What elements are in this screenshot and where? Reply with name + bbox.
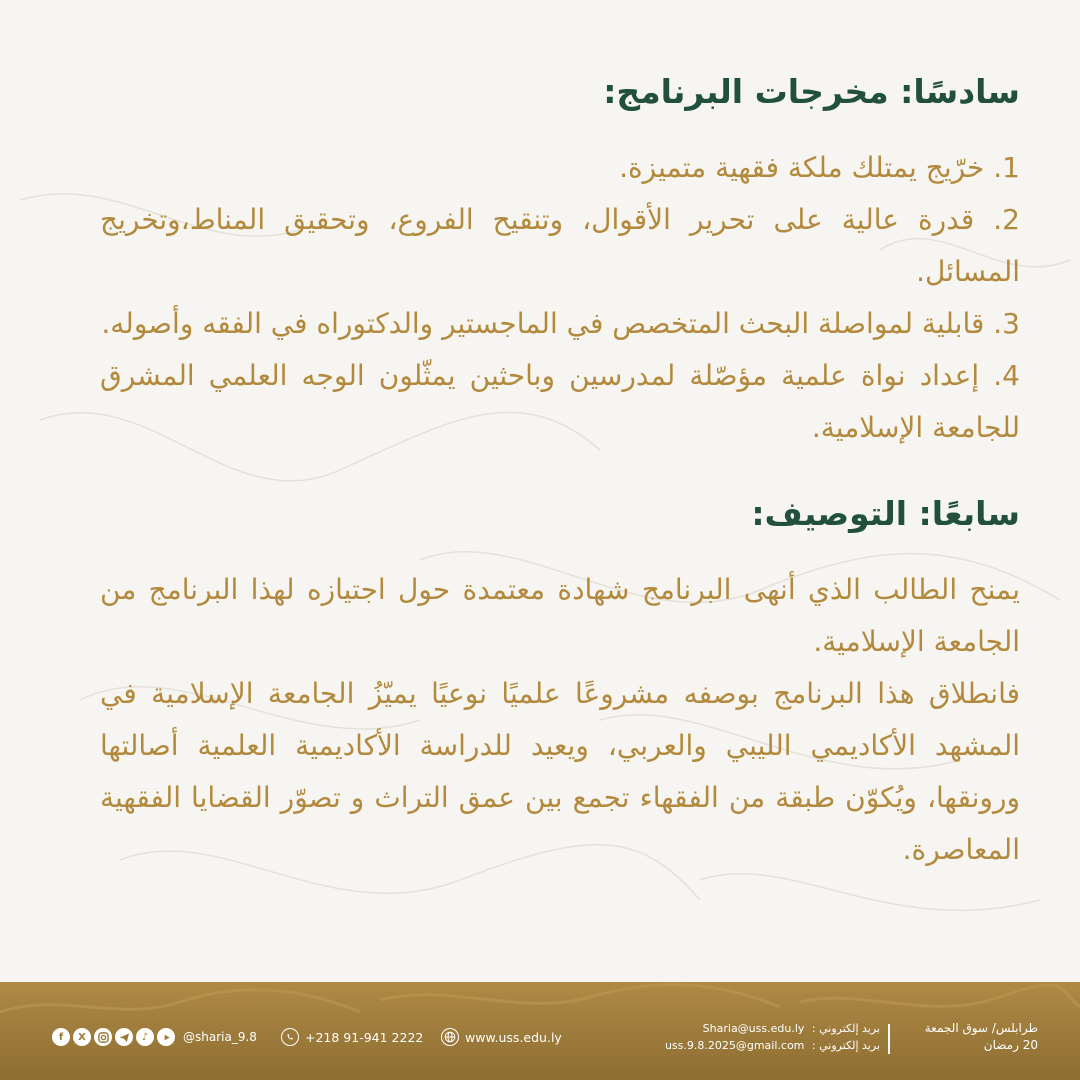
youtube-icon[interactable] xyxy=(157,1028,175,1046)
footer-bar xyxy=(0,982,1080,1080)
x-icon[interactable]: X xyxy=(73,1028,91,1046)
outcome-item: 3. قابلية لمواصلة البحث المتخصص في الماجستير والدكتوراه في الفقه وأصوله. xyxy=(101,307,1020,340)
date-text: 20 رمضان xyxy=(983,1038,1038,1052)
email-contacts xyxy=(640,1020,880,1054)
outcome-item: 4. إعداد نواة علمية مؤصّلة لمدرسين وباحثين يمثّلون الوجه العلمي المشرق للجامعة الإسلامية. xyxy=(100,359,1020,444)
footer-divider xyxy=(888,1024,890,1054)
location-text: طرابلس/ سوق الجمعة xyxy=(924,1021,1038,1035)
social-links xyxy=(52,1028,257,1046)
email-address: uss.9.8.2025@gmail.com xyxy=(664,1039,805,1052)
email-address: Sharia@uss.edu.ly xyxy=(702,1022,805,1035)
email-label: بريد إلكتروني : xyxy=(811,1022,880,1035)
email-row-1[interactable] xyxy=(640,1020,880,1037)
email-label: بريد إلكتروني : xyxy=(811,1039,880,1052)
main-content xyxy=(100,62,1020,876)
location-date xyxy=(900,1020,1038,1054)
social-handle[interactable]: @sharia_9.8 xyxy=(183,1030,257,1044)
email-row-2[interactable] xyxy=(640,1037,880,1054)
outcome-item: 1. خرّيج يمتلك ملكة فقهية متميزة. xyxy=(619,151,1020,184)
website-url: www.uss.edu.ly xyxy=(465,1029,562,1045)
facebook-icon[interactable]: f xyxy=(52,1028,70,1046)
phone-number: +218 91-941 2222 xyxy=(305,1029,424,1045)
description-paragraph: فانطلاق هذا البرنامج بوصفه مشروعًا علميًا نوعيًا يميّزُ الجامعة الإسلامية في المشهد الأكاديمي الليبي والعربي، ويعيد للدراسة الأكاديمية العلمية أصالتها ورونقها، ويُكوّن طبقة من الفقهاء تجمع بين عمق التراث و تصوّر القضايا الفقهية المعاصرة. xyxy=(100,677,1020,866)
description-paragraph: يمنح الطالب الذي أنهى البرنامج شهادة معتمدة حول اجتيازه لهذا البرنامج من الجامعة الإسلامية. xyxy=(100,573,1020,658)
tiktok-icon[interactable]: ♪ xyxy=(136,1028,154,1046)
outcome-item: 2. قدرة عالية على تحرير الأقوال، وتنقيح الفروع، وتحقيق المناط،وتخريج المسائل. xyxy=(100,203,1020,288)
website-contact[interactable] xyxy=(441,1028,562,1046)
phone-contact[interactable] xyxy=(281,1028,423,1046)
section-7-title: سابعًا: التوصيف: xyxy=(751,494,1020,533)
outcomes-list xyxy=(100,142,1020,454)
telegram-icon[interactable] xyxy=(115,1028,133,1046)
instagram-icon[interactable] xyxy=(94,1028,112,1046)
footer-content xyxy=(0,1020,1080,1074)
section-6-title: سادسًا: مخرجات البرنامج: xyxy=(603,72,1020,111)
globe-icon xyxy=(441,1028,459,1046)
whatsapp-icon xyxy=(281,1028,299,1046)
